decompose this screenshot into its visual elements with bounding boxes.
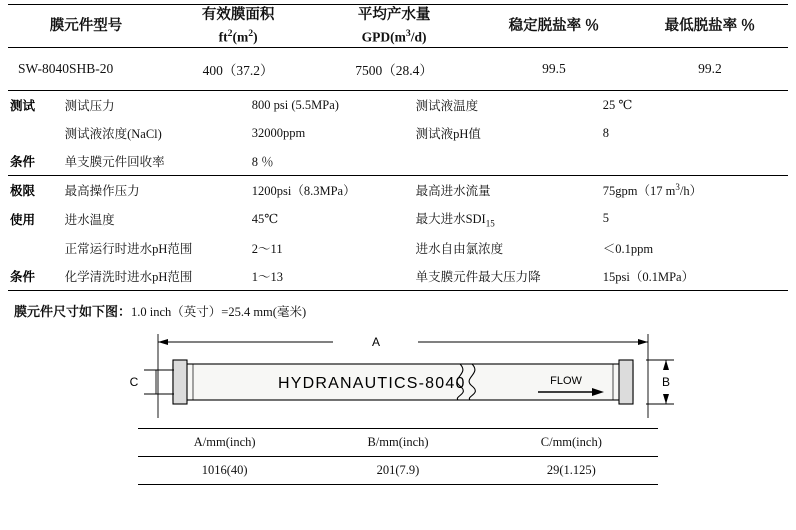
max-pressure-drop-value: 15psi（0.1MPa） [602,269,695,284]
spec-header-model: 膜元件型号 [49,17,123,34]
free-chlorine-value: ＜0.1ppm [602,241,654,256]
dim-c-label: C [129,374,139,389]
test-conditions-row-3 [8,147,788,176]
dim-b-header: B/mm(inch) [311,428,484,456]
spec-header-row [8,5,788,48]
module-end-cap-left [173,360,187,404]
test-temperature-label: 测试液温度 [415,99,479,114]
spec-min-rejection-value: 99.2 [698,61,722,77]
dim-b-label: B [661,374,671,389]
dim-b-arrow-top [663,360,669,370]
spec-header-flow: 平均产水量 $GPD(m^3/d)$ [312,5,476,48]
test-conditions-row-2 [8,119,788,147]
test-conditions-label-spacer [8,119,63,147]
test-conditions-label-line-2: 条件 [10,155,36,170]
spec-value-row [8,48,788,91]
test-concentration-value: 32000ppm [251,125,306,140]
max-operating-pressure-label: 最高操作压力 [64,184,140,199]
module-end-cap-right [619,360,633,404]
specification-table [8,4,788,91]
product-label: HYDRANAUTICS-8040 [278,374,466,392]
limit-conditions-row-4 [8,262,788,291]
feed-temperature-value: 45℃ [251,211,279,226]
flow-label: FLOW [550,374,582,387]
spec-stable-rejection-value: 99.5 [542,61,566,77]
dimensions-note-bold: 膜元件尺寸如下图： [14,303,132,319]
max-feed-sdi-value: 5 [602,211,610,226]
max-operating-pressure-value: 1200psi（8.3MPa） [251,184,356,199]
limit-conditions-row-2 [8,204,788,234]
cleaning-ph-range-value: 1～13 [251,269,284,284]
limit-conditions-table [8,176,788,291]
operating-ph-range-label: 正常运行时进水pH范围 [64,241,193,256]
dim-a-arrow-left [158,339,168,345]
max-feed-sdi-label: 最大进水$SDI_{15}$ [415,212,495,229]
max-feed-flow-value: 75gpm（17 $m^3/h$） [602,181,703,199]
spec-header-stable-rejection: 稳定脱盐率 ％ [508,17,600,34]
test-pressure-value: 800 psi (5.5MPa) [251,97,339,112]
max-pressure-drop-label: 单支膜元件最大压力降 [415,269,541,284]
dim-a-header: A/mm(inch) [138,428,311,456]
dimensions-value-row [138,456,658,484]
test-conditions-label-line-1: 测试 [10,99,36,114]
test-pressure-label: 测试压力 [64,99,115,114]
limit-conditions-label-line-1: 极限 [10,184,36,199]
limit-conditions-label-line-2: 使用 [10,212,36,227]
max-feed-flow-label: 最高进水流量 [415,184,491,199]
dim-b-value: 201(7.9) [311,456,484,484]
datasheet-page [0,4,796,530]
spec-flow-value: 7500（28.4） [355,63,433,79]
dimensions-header-row [138,428,658,456]
limit-conditions-label-line-3: 条件 [10,269,36,284]
test-recovery-label: 单支膜元件回收率 [64,155,165,170]
dimensions-table-wrap [8,428,788,485]
test-ph-value: 8 [602,125,610,140]
dim-c-header: C/mm(inch) [485,428,658,456]
test-conditions-row-1 [8,91,788,119]
dim-c-line [144,370,174,394]
membrane-drawing [8,326,788,426]
test-conditions-table [8,91,788,176]
limit-conditions-row-1 [8,176,788,204]
membrane-drawing-svg [98,326,698,426]
dim-a-label: A [371,334,381,349]
dimensions-table [138,428,658,485]
dimensions-note-text: 1.0 inch（英寸）=25.4 mm(毫米) [131,304,307,319]
dim-a-value: 1016(40) [138,456,311,484]
test-temperature-value: 25 ℃ [602,98,633,113]
limit-conditions-row-3 [8,234,788,262]
dim-b-arrow-bottom [663,394,669,404]
test-recovery-value: 8 ％ [251,155,274,170]
cleaning-ph-range-label: 化学清洗时进水pH范围 [64,269,193,284]
spec-header-area-units: $ft^2(m^2)$ [218,28,258,45]
test-empty-value [601,147,788,176]
free-chlorine-label: 进水自由氯浓度 [415,241,504,256]
spec-header-min-rejection: 最低脱盐率 ％ [664,17,756,34]
dimensions-note [8,301,788,320]
feed-temperature-label: 进水温度 [64,212,115,227]
dim-c-value: 29(1.125) [485,456,658,484]
test-ph-label: 测试液pH值 [415,127,481,142]
limit-conditions-label-spacer [8,234,63,262]
spec-area-value: 400（37.2） [202,63,274,79]
test-concentration-label: 测试液浓度(NaCl) [64,127,162,142]
spec-header-area: 有效膜面积 $ft^2(m^2)$ [164,5,312,48]
spec-model-value: SW-8040SHB-20 [18,61,114,77]
test-empty-label [414,147,601,176]
spec-header-flow-units: $GPD(m^3/d)$ [361,28,427,45]
operating-ph-range-value: 2～11 [251,241,283,256]
dim-a-arrow-right [638,339,648,345]
